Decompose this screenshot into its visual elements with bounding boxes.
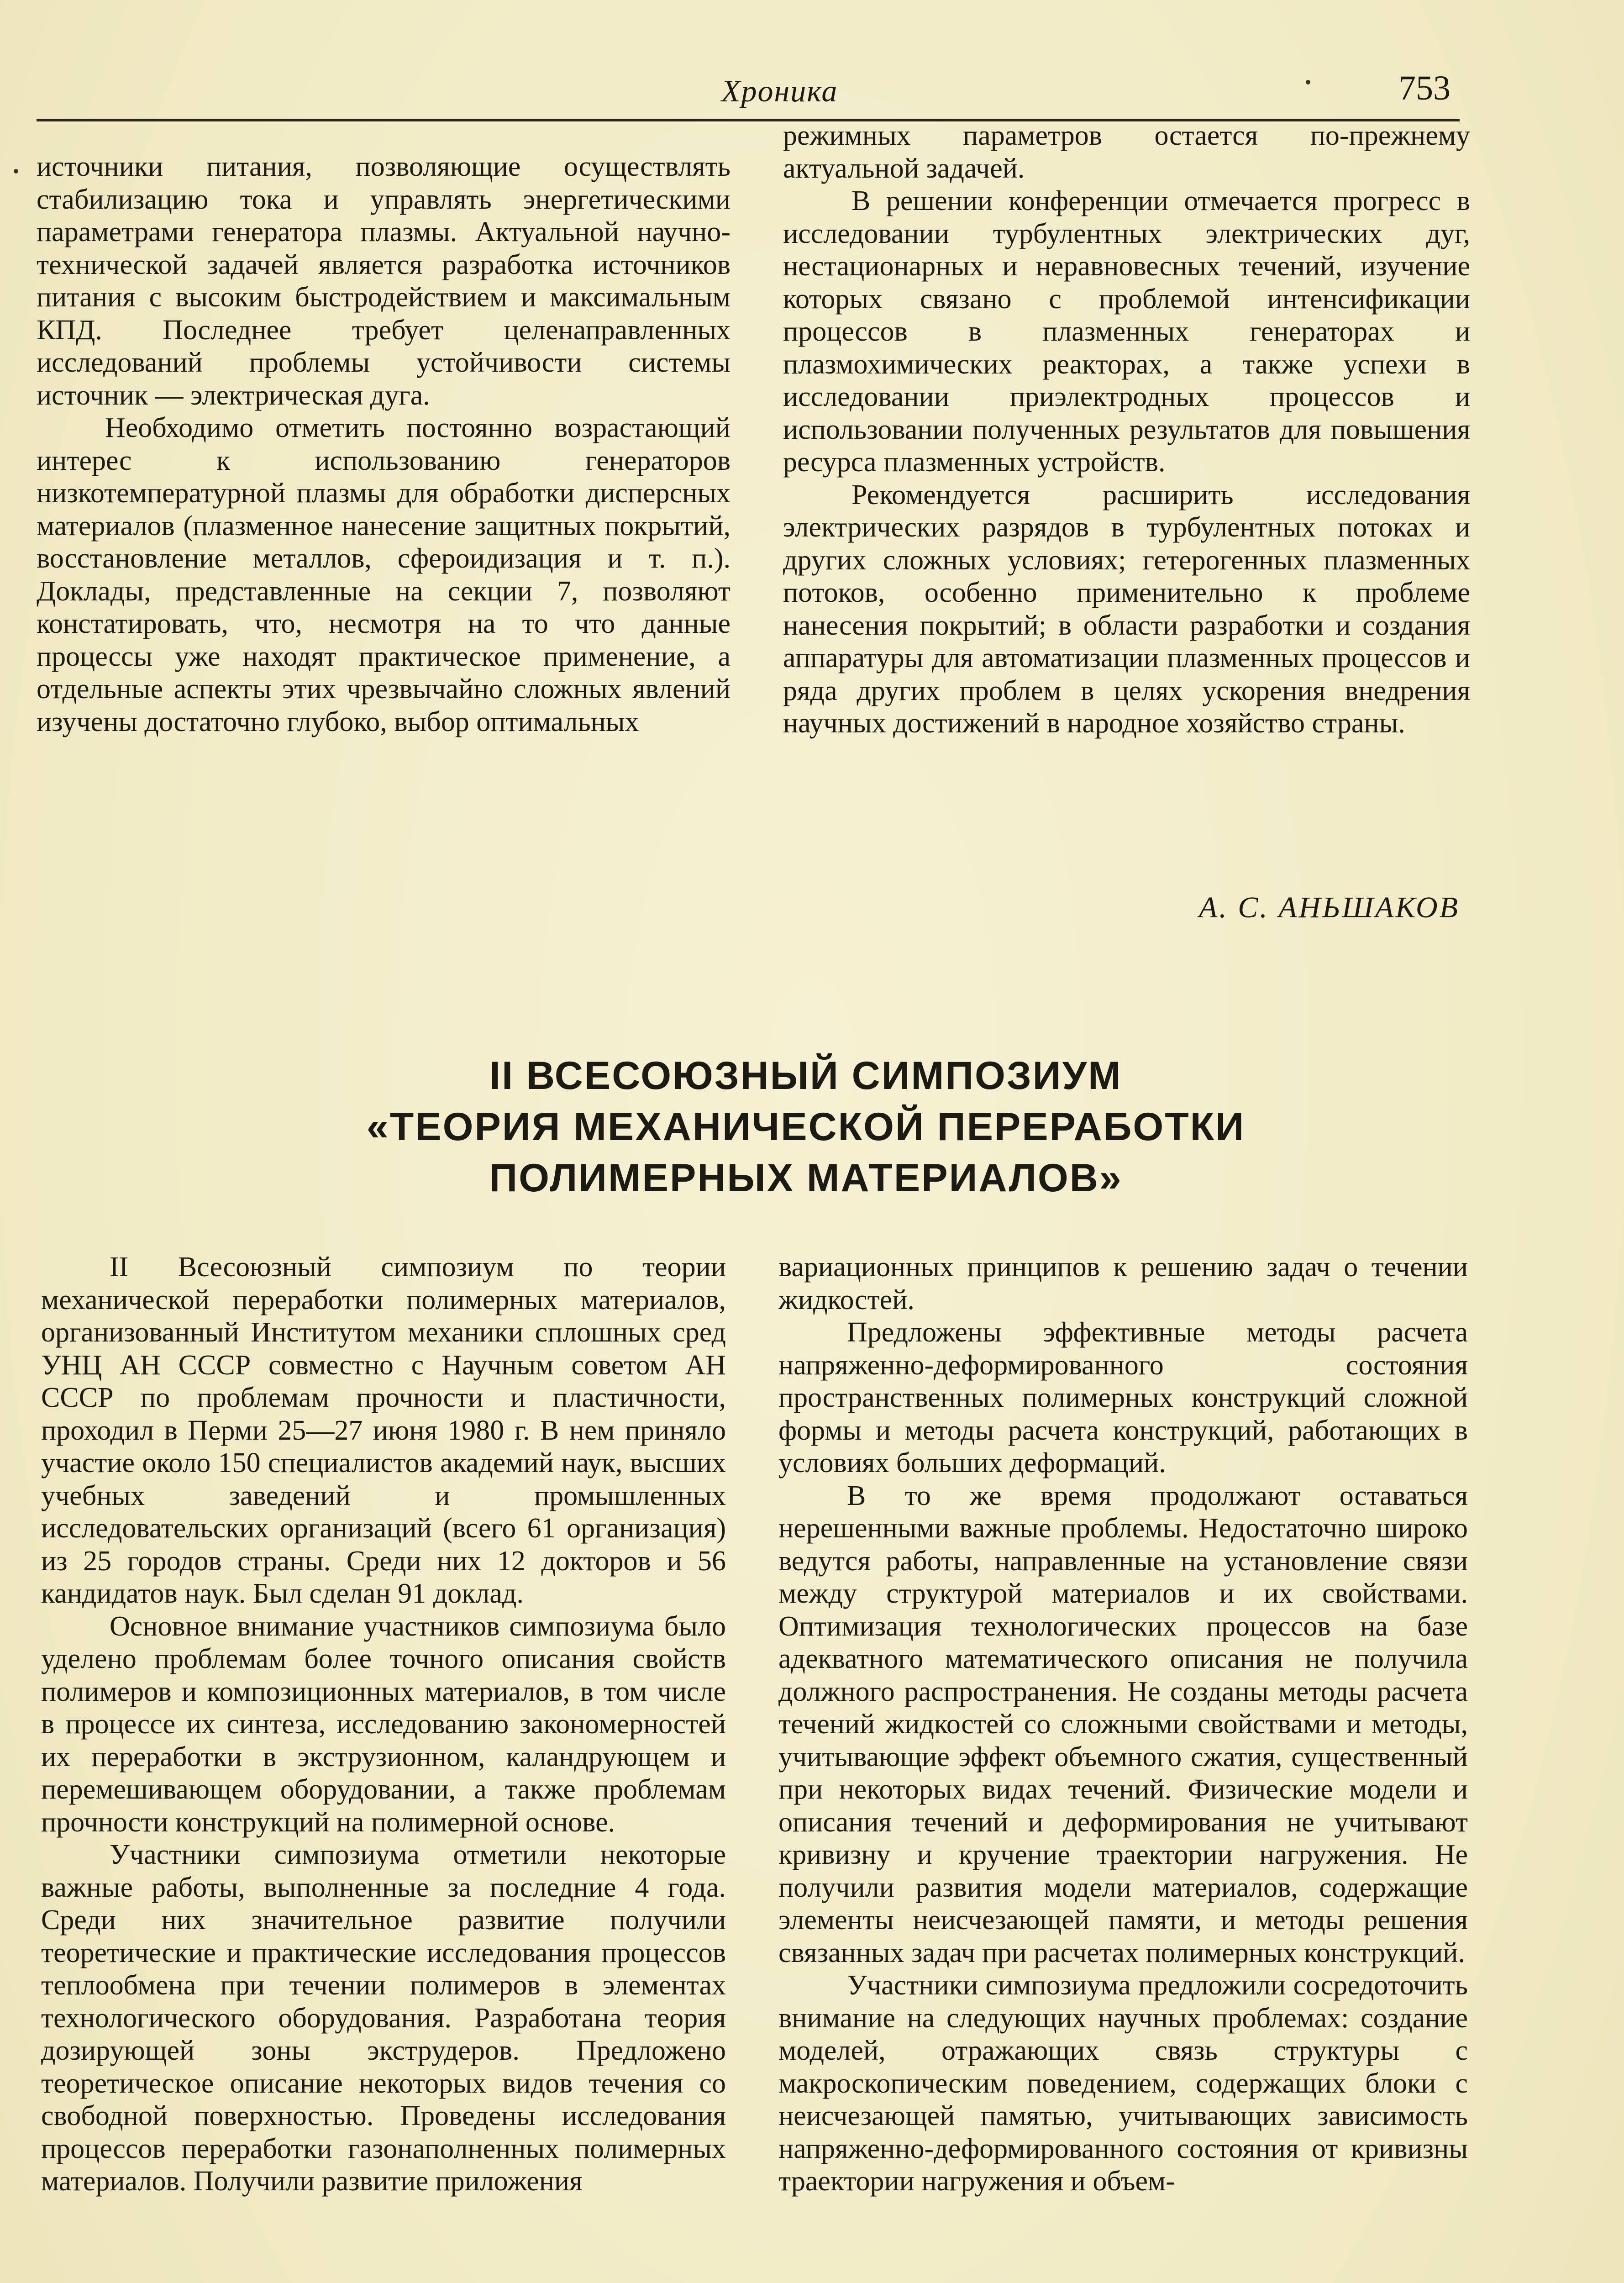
paragraph: вариационных принципов к решению задач о течении жидкостей. [778,1252,1468,1315]
paragraph: Участники симпозиума отметили некоторые важные работы, выполненные за последние 4 года. Среди них значительное развитие получили теоретические и практические исследования процессов теплообмена при течении полимеров в элементах технологического оборудования. Разработана теория дозирующей зоны экструдеров. Предложено теоретическое описание некоторых видов течения со свободной поверхностью. Проведены исследования процессов переработки газонаполненных полимерных материалов. Получили развитие приложения [41,1839,726,2197]
paragraph: Основное внимание участников симпозиума было уделено проблемам более точного описания свойств полимеров и композиционных материалов, в том числе в процессе их синтеза, исследованию закономерностей их переработки в экструзионном, каландрующем и перемешивающем оборудовании, а также проблемам прочности конструкций на полимерной основе. [41,1610,726,1838]
paragraph: В то же время продолжают оставаться нерешенными важные проблемы. Недостаточно широко ведутся работы, направленные на установление связи между структурой материалов и их свойствами. Оптимизация технологических процессов на базе адекватного математического описания не получила должного распространения. Не созданы методы расчета течений жидкостей со сложными свойствами и методы, учитывающие эффект объемного сжатия, существенный при некоторых видах течений. Физические модели и описания течений и деформирования не учитывают кривизну и кручение траектории нагружения. Не получили развития модели материалов, содержащие элементы неисчезающей памяти, и методы решения связанных задач при расчетах полимерных конструкций. [778,1480,1468,1968]
title-line: ПОЛИМЕРНЫХ МАТЕРИАЛОВ» [489,1156,1123,1200]
margin-dot [1306,80,1310,84]
paragraph: Предложены эффективные методы расчета напряженно-деформированного состояния пространственных полимерных конструкций сложной формы и методы расчета конструкций, работающих в условиях больших деформаций. [778,1317,1468,1478]
page-number: 753 [1398,69,1451,107]
article2-right-column [778,1251,1468,2198]
article1-left-column [37,151,731,738]
article1-right-column [783,120,1470,740]
paragraph: режимных параметров остается по-прежнему актуальной задачей. [783,120,1470,184]
paragraph: Необходимо отметить постоянно возрастающий интерес к использованию генераторов низкотемпературной плазмы для обработки дисперсных материалов (плазменное нанесение защитных покрытий, восстановление металлов, сфероидизация и т. п.). Доклады, представленные на секции 7, позволяют констатировать, что, несмотря на то что данные процессы уже находят практическое применение, а отдельные аспекты этих чрезвычайно сложных явлений изучены достаточно глубоко, выбор оптимальных [37,412,731,737]
margin-dot [14,169,18,174]
article2-left-column [41,1251,726,2198]
running-title: Хроника [721,74,838,108]
paragraph: Рекомендуется расширить исследования электрических разрядов в турбулентных потоках и других сложных условиях; гетерогенных плазменных потоков, особенно применительно к проблеме нанесения покрытий; в области разработки и создания аппаратуры для автоматизации плазменных процессов и ряда других проблем в целях ускорения внедрения научных достижений в народное хозяйство страны. [783,479,1470,739]
article2-title [114,1050,1498,1204]
paragraph: источники питания, позволяющие осуществлять стабилизацию тока и управлять энергетическими параметрами генератора плазмы. Актуальной научно-технической задачей является разработка источников питания с высоким быстродействием и максимальным КПД. Последнее требует целенаправленных исследований проблемы устойчивости системы источник — электрическая дуга. [37,151,731,411]
article1-author-signature: А. С. АНЬШАКОВ [1198,891,1460,924]
paragraph: II Всесоюзный симпозиум по теории механической переработки полимерных материалов, организованный Институтом механики сплошных сред УНЦ АН СССР совместно с Научным советом АН СССР по проблемам прочности и пластичности, проходил в Перми 25—27 июня 1980 г. В нем приняло участие около 150 специалистов академий наук, высших учебных заведений и промышленных исследовательских организаций (всего 61 организация) из 25 городов страны. Среди них 12 докторов и 56 кандидатов наук. Был сделан 91 доклад. [41,1252,726,1609]
paragraph: Участники симпозиума предложили сосредоточить внимание на следующих научных проблемах: создание моделей, отражающих связь структуры с макроскопическим поведением, содержащих блоки с неисчезающей памятью, учитывающих зависимость напряженно-деформированного состояния от кривизны траектории нагружения и объем- [778,1970,1468,2197]
running-header [37,68,1460,121]
paragraph: В решении конференции отмечается прогресс в исследовании турбулентных электрических дуг, нестационарных и неравновесных течений, изучение которых связано с проблемой интенсификации процессов в плазменных генераторах и плазмохимических реакторах, а также успехи в исследовании приэлектродных процессов и использовании полученных результатов для повышения ресурса плазменных устройств. [783,185,1470,478]
title-line: II ВСЕСОЮЗНЫЙ СИМПОЗИУМ [489,1054,1122,1098]
title-line: «ТЕОРИЯ МЕХАНИЧЕСКОЙ ПЕРЕРАБОТКИ [366,1105,1246,1149]
